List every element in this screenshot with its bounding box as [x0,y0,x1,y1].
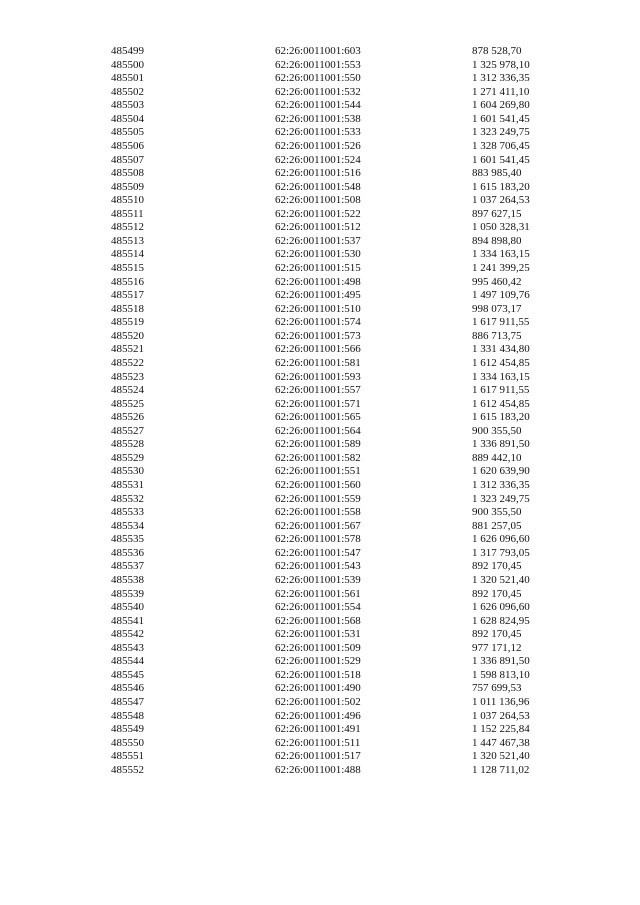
cadastral-value-cell: 881 257,05 [472,519,522,532]
row-id-cell: 485505 [111,126,144,139]
cadastral-value-cell: 1 050 328,31 [472,221,530,234]
row-id-cell: 485507 [111,153,144,166]
table-row [0,99,640,113]
row-id-cell: 485546 [111,682,144,695]
cadastral-number-cell: 62:26:0011001:524 [275,153,361,166]
cadastral-number-cell: 62:26:0011001:551 [275,465,361,478]
row-id-cell: 485547 [111,696,144,708]
cadastral-number-cell: 62:26:0011001:547 [275,546,361,559]
table-row [0,384,640,398]
row-id-cell: 485545 [111,668,144,681]
cadastral-value-cell: 889 442,10 [472,451,522,464]
table-row [0,289,640,303]
cadastral-value-cell: 1 336 891,50 [472,655,530,668]
table-row [0,86,640,100]
table-row [0,601,640,615]
cadastral-number-cell: 62:26:0011001:510 [275,302,361,315]
table-row [0,560,640,574]
table-row [0,316,640,330]
row-id-cell: 485527 [111,424,144,437]
table-row [0,140,640,154]
cadastral-value-cell: 1 598 813,10 [472,668,530,681]
cadastral-number-cell: 62:26:0011001:565 [275,411,361,424]
cadastral-value-cell: 900 355,50 [472,424,522,437]
row-id-cell: 485548 [111,709,144,722]
cadastral-number-cell: 62:26:0011001:544 [275,99,361,112]
row-id-cell: 485509 [111,180,144,193]
row-id-cell: 485544 [111,655,144,668]
row-id-cell: 485550 [111,736,144,749]
cadastral-value-cell: 1 615 183,20 [472,180,530,193]
table-row [0,574,640,588]
row-id-cell: 485522 [111,356,144,369]
row-id-cell: 485518 [111,302,144,315]
table-row [0,113,640,127]
cadastral-number-cell: 62:26:0011001:518 [275,668,361,681]
row-id-cell: 485511 [111,207,144,220]
cadastral-value-cell: 1 617 911,55 [472,316,530,329]
cadastral-number-cell: 62:26:0011001:574 [275,316,361,329]
cadastral-number-cell: 62:26:0011001:511 [275,736,361,749]
row-id-cell: 485525 [111,397,144,410]
cadastral-number-cell: 62:26:0011001:589 [275,438,361,451]
cadastral-value-cell: 1 334 163,15 [472,370,530,383]
cadastral-number-cell: 62:26:0011001:496 [275,709,361,722]
table-row [0,303,640,317]
row-id-cell: 485533 [111,506,144,519]
cadastral-value-cell: 1 241 399,25 [472,262,530,274]
cadastral-number-cell: 62:26:0011001:529 [275,655,361,668]
cadastral-number-cell: 62:26:0011001:557 [275,384,361,397]
row-id-cell: 485503 [111,99,144,112]
row-id-cell: 485552 [111,763,144,776]
row-id-cell: 485515 [111,262,144,274]
table-row [0,628,640,642]
cadastral-value-cell: 1 626 096,60 [472,533,530,546]
cadastral-number-cell: 62:26:0011001:538 [275,112,361,125]
table-row [0,45,640,59]
cadastral-number-cell: 62:26:0011001:593 [275,370,361,383]
row-id-cell: 485536 [111,546,144,559]
cadastral-value-cell: 892 170,45 [472,560,522,573]
table-row [0,533,640,547]
row-id-cell: 485513 [111,234,144,247]
row-id-cell: 485516 [111,275,144,288]
row-id-cell: 485529 [111,451,144,464]
cadastral-value-cell: 892 170,45 [472,587,522,600]
cadastral-number-cell: 62:26:0011001:566 [275,343,361,356]
cadastral-number-cell: 62:26:0011001:490 [275,682,361,695]
cadastral-value-cell: 998 073,17 [472,302,522,315]
table-row [0,276,640,290]
table-row [0,696,640,710]
table-row [0,642,640,656]
cadastral-number-cell: 62:26:0011001:553 [275,58,361,71]
cadastral-value-cell: 1 011 136,96 [472,696,530,708]
table-row [0,438,640,452]
row-id-cell: 485539 [111,587,144,600]
cadastral-number-cell: 62:26:0011001:522 [275,207,361,220]
cadastral-number-cell: 62:26:0011001:488 [275,763,361,776]
cadastral-number-cell: 62:26:0011001:578 [275,533,361,546]
cadastral-value-cell: 1 128 711,02 [472,763,530,776]
table-row [0,465,640,479]
table-row [0,669,640,683]
cadastral-value-cell: 878 528,70 [472,45,522,57]
row-id-cell: 485512 [111,221,144,234]
cadastral-value-cell: 1 620 639,90 [472,465,530,478]
table-row [0,520,640,534]
cadastral-number-cell: 62:26:0011001:543 [275,560,361,573]
table-row [0,357,640,371]
cadastral-number-cell: 62:26:0011001:561 [275,587,361,600]
cadastral-value-cell: 897 627,15 [472,207,522,220]
table-row [0,221,640,235]
row-id-cell: 485526 [111,411,144,424]
table-row [0,588,640,602]
cadastral-number-cell: 62:26:0011001:537 [275,234,361,247]
row-id-cell: 485506 [111,139,144,152]
cadastral-number-cell: 62:26:0011001:517 [275,750,361,763]
table-row [0,343,640,357]
cadastral-value-cell: 1 612 454,85 [472,397,530,410]
cadastral-number-cell: 62:26:0011001:558 [275,506,361,519]
cadastral-value-cell: 1 604 269,80 [472,99,530,112]
table-row [0,208,640,222]
cadastral-number-cell: 62:26:0011001:554 [275,601,361,614]
table-row [0,72,640,86]
cadastral-value-cell: 1 331 434,80 [472,343,530,356]
cadastral-value-cell: 894 898,80 [472,234,522,247]
table-row [0,411,640,425]
cadastral-value-cell: 1 336 891,50 [472,438,530,451]
table-row [0,425,640,439]
table-row [0,452,640,466]
cadastral-value-cell: 1 617 911,55 [472,384,530,397]
table-row [0,371,640,385]
row-id-cell: 485530 [111,465,144,478]
row-id-cell: 485514 [111,248,144,261]
table-row [0,764,640,778]
cadastral-value-cell: 757 699,53 [472,682,522,695]
row-id-cell: 485508 [111,167,144,180]
cadastral-value-cell: 1 328 706,45 [472,139,530,152]
cadastral-number-cell: 62:26:0011001:533 [275,126,361,139]
cadastral-number-cell: 62:26:0011001:548 [275,180,361,193]
cadastral-value-cell: 1 037 264,53 [472,709,530,722]
cadastral-value-cell: 1 323 249,75 [472,126,530,139]
row-id-cell: 485541 [111,614,144,627]
cadastral-number-cell: 62:26:0011001:512 [275,221,361,234]
cadastral-number-cell: 62:26:0011001:573 [275,329,361,342]
cadastral-value-cell: 1 320 521,40 [472,750,530,763]
cadastral-value-cell: 1 152 225,84 [472,723,530,736]
cadastral-number-cell: 62:26:0011001:550 [275,72,361,85]
cadastral-number-cell: 62:26:0011001:502 [275,696,361,708]
table-row [0,723,640,737]
table-row [0,262,640,276]
cadastral-value-cell: 1 323 249,75 [472,492,530,505]
cadastral-number-cell: 62:26:0011001:515 [275,262,361,274]
cadastral-value-cell: 1 312 336,35 [472,479,530,491]
row-id-cell: 485532 [111,492,144,505]
row-id-cell: 485517 [111,289,144,302]
cadastral-value-cell: 900 355,50 [472,506,522,519]
row-id-cell: 485538 [111,573,144,586]
cadastral-value-cell: 1 626 096,60 [472,601,530,614]
table-row [0,126,640,140]
cadastral-value-cell: 1 312 336,35 [472,72,530,85]
row-id-cell: 485542 [111,628,144,641]
cadastral-number-cell: 62:26:0011001:498 [275,275,361,288]
row-id-cell: 485551 [111,750,144,763]
cadastral-number-cell: 62:26:0011001:571 [275,397,361,410]
cadastral-number-cell: 62:26:0011001:582 [275,451,361,464]
table-row [0,398,640,412]
row-id-cell: 485519 [111,316,144,329]
cadastral-value-cell: 1 325 978,10 [472,58,530,71]
row-id-cell: 485504 [111,112,144,125]
table-row [0,235,640,249]
cadastral-number-cell: 62:26:0011001:567 [275,519,361,532]
row-id-cell: 485534 [111,519,144,532]
table-row [0,615,640,629]
cadastral-number-cell: 62:26:0011001:531 [275,628,361,641]
cadastral-value-table [0,45,640,777]
cadastral-value-cell: 886 713,75 [472,329,522,342]
table-row [0,154,640,168]
row-id-cell: 485500 [111,58,144,71]
cadastral-number-cell: 62:26:0011001:495 [275,289,361,302]
table-row [0,248,640,262]
cadastral-number-cell: 62:26:0011001:508 [275,194,361,207]
row-id-cell: 485543 [111,641,144,654]
cadastral-number-cell: 62:26:0011001:532 [275,85,361,98]
cadastral-value-cell: 1 628 824,95 [472,614,530,627]
row-id-cell: 485523 [111,370,144,383]
cadastral-number-cell: 62:26:0011001:530 [275,248,361,261]
table-row [0,655,640,669]
row-id-cell: 485502 [111,85,144,98]
row-id-cell: 485499 [111,45,144,57]
row-id-cell: 485531 [111,479,144,491]
table-row [0,181,640,195]
cadastral-number-cell: 62:26:0011001:581 [275,356,361,369]
row-id-cell: 485528 [111,438,144,451]
cadastral-value-cell: 1 447 467,38 [472,736,530,749]
cadastral-value-cell: 977 171,12 [472,641,522,654]
row-id-cell: 485501 [111,72,144,85]
table-row [0,750,640,764]
cadastral-value-cell: 1 271 411,10 [472,85,530,98]
cadastral-value-cell: 1 612 454,85 [472,356,530,369]
cadastral-number-cell: 62:26:0011001:509 [275,641,361,654]
row-id-cell: 485510 [111,194,144,207]
cadastral-value-cell: 1 601 541,45 [472,112,530,125]
cadastral-value-cell: 1 601 541,45 [472,153,530,166]
cadastral-number-cell: 62:26:0011001:516 [275,167,361,180]
row-id-cell: 485524 [111,384,144,397]
cadastral-value-cell: 892 170,45 [472,628,522,641]
cadastral-value-cell: 1 320 521,40 [472,573,530,586]
row-id-cell: 485537 [111,560,144,573]
cadastral-number-cell: 62:26:0011001:603 [275,45,361,57]
row-id-cell: 485520 [111,329,144,342]
cadastral-value-cell: 1 317 793,05 [472,546,530,559]
row-id-cell: 485535 [111,533,144,546]
table-row [0,710,640,724]
cadastral-value-cell: 883 985,40 [472,167,522,180]
table-row [0,479,640,493]
row-id-cell: 485540 [111,601,144,614]
table-row [0,737,640,751]
row-id-cell: 485521 [111,343,144,356]
table-row [0,330,640,344]
cadastral-value-cell: 1 497 109,76 [472,289,530,302]
cadastral-number-cell: 62:26:0011001:539 [275,573,361,586]
cadastral-number-cell: 62:26:0011001:526 [275,139,361,152]
cadastral-value-cell: 1 334 163,15 [472,248,530,261]
table-row [0,506,640,520]
table-row [0,59,640,73]
cadastral-value-cell: 1 615 183,20 [472,411,530,424]
table-row [0,493,640,507]
cadastral-number-cell: 62:26:0011001:491 [275,723,361,736]
row-id-cell: 485549 [111,723,144,736]
cadastral-number-cell: 62:26:0011001:559 [275,492,361,505]
cadastral-number-cell: 62:26:0011001:564 [275,424,361,437]
table-row [0,167,640,181]
table-row [0,547,640,561]
cadastral-value-cell: 995 460,42 [472,275,522,288]
cadastral-number-cell: 62:26:0011001:560 [275,479,361,491]
cadastral-value-cell: 1 037 264,53 [472,194,530,207]
cadastral-number-cell: 62:26:0011001:568 [275,614,361,627]
table-row [0,682,640,696]
table-row [0,194,640,208]
